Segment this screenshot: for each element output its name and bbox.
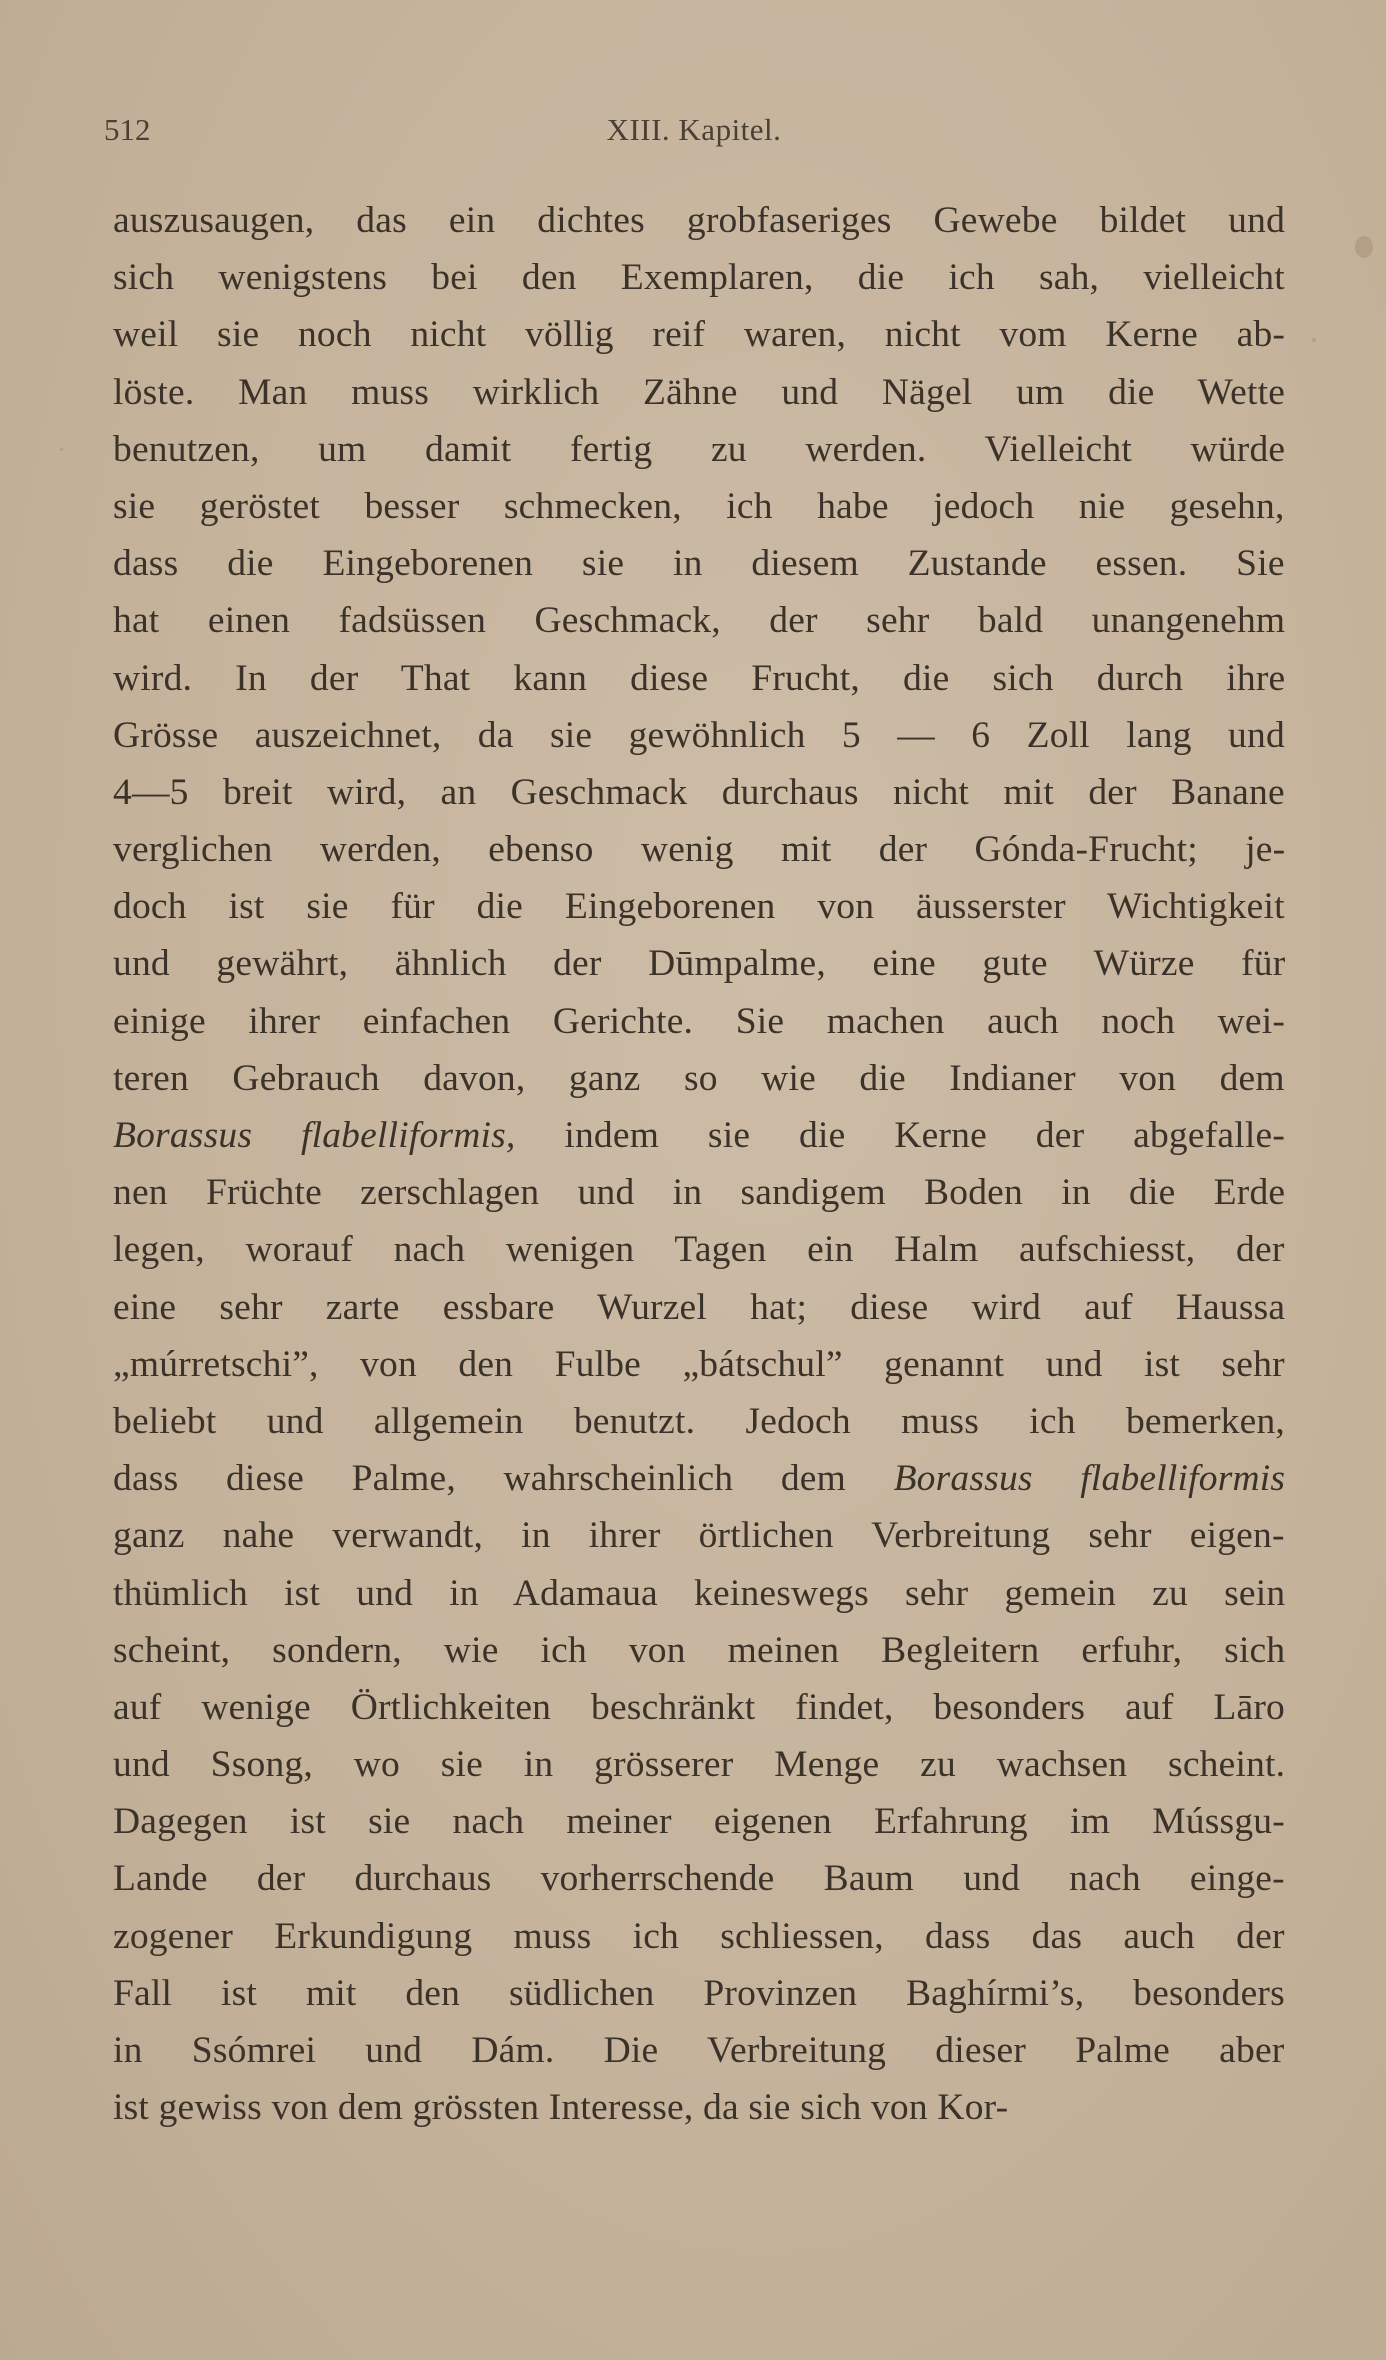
text-line: auf wenige Örtlichkeiten beschränkt findet, besonders auf Lāro bbox=[113, 1686, 1285, 1728]
text-line: dass die Eingeborenen sie in diesem Zustande essen. Sie bbox=[113, 543, 1285, 585]
body-text bbox=[113, 192, 1285, 2136]
text-line: beliebt und allgemein benutzt. Jedoch muss ich bemerken, bbox=[113, 1400, 1285, 1442]
text-line: und gewährt, ähnlich der Dūmpalme, eine gute Würze für bbox=[113, 943, 1286, 985]
text-line: auszusaugen, das ein dichtes grobfaseriges Gewebe bildet und bbox=[113, 200, 1286, 241]
chapter-title: XIII. Kapitel. bbox=[606, 112, 782, 147]
text-line: dass diese Palme, wahrscheinlich dem Borassus flabelliformis bbox=[113, 1458, 1286, 1500]
text-line: einige ihrer einfachen Gerichte. Sie machen auch noch wei- bbox=[113, 1000, 1286, 1042]
species-name: Borassus flabelliformis bbox=[893, 1458, 1286, 1500]
text-line: wird. In der That kann diese Frucht, die sich durch ihre bbox=[113, 657, 1286, 699]
text-line: hat einen fadsüssen Geschmack, der sehr bald unangenehm bbox=[113, 600, 1286, 642]
text-line: weil sie noch nicht völlig reif waren, nicht vom Kerne ab- bbox=[113, 314, 1286, 356]
paper-stain bbox=[1355, 236, 1373, 258]
text-line: sie geröstet besser schmecken, ich habe jedoch nie gesehn, bbox=[113, 485, 1285, 527]
text-line: scheint, sondern, wie ich von meinen Begleitern erfuhr, sich bbox=[113, 1629, 1286, 1671]
text-line: Grösse auszeichnet, da sie gewöhnlich 5 — 6 Zoll lang und bbox=[113, 714, 1285, 756]
text-line: Dagegen ist sie nach meiner eigenen Erfahrung im Mússgu- bbox=[113, 1801, 1285, 1843]
page-header bbox=[104, 112, 1284, 152]
text-line: eine sehr zarte essbare Wurzel hat; diese wird auf Haussa bbox=[113, 1286, 1286, 1328]
text-line: ganz nahe verwandt, in ihrer örtlichen Verbreitung sehr eigen- bbox=[113, 1515, 1285, 1557]
text-line: Borassus flabelliformis, indem sie die Kerne der abgefalle- bbox=[113, 1115, 1286, 1156]
text-line: teren Gebrauch davon, ganz so wie die Indianer von dem bbox=[113, 1057, 1285, 1099]
text-line: verglichen werden, ebenso wenig mit der Gónda-Frucht; je- bbox=[113, 829, 1286, 871]
text-line: legen, worauf nach wenigen Tagen ein Halm aufschiesst, der bbox=[113, 1229, 1285, 1271]
text-line: ist gewiss von dem grössten Interesse, da sie sich von Kor- bbox=[113, 2087, 1009, 2129]
text-line: Lande der durchaus vorherrschende Baum und nach einge- bbox=[113, 1858, 1285, 1900]
text-line: in Ssómrei und Dám. Die Verbreitung dieser Palme aber bbox=[113, 2030, 1285, 2071]
text-line: sich wenigstens bei den Exemplaren, die ich sah, vielleicht bbox=[113, 257, 1285, 299]
paper-speck bbox=[1312, 338, 1316, 342]
text-line: löste. Man muss wirklich Zähne und Nägel um die Wette bbox=[113, 371, 1286, 413]
text-line: nen Früchte zerschlagen und in sandigem Boden in die Erde bbox=[113, 1172, 1286, 1214]
text-line: thümlich ist und in Adamaua keineswegs sehr gemein zu sein bbox=[113, 1572, 1286, 1614]
text-line: und Ssong, wo sie in grösserer Menge zu wachsen scheint. bbox=[113, 1744, 1286, 1786]
text-line: Fall ist mit den südlichen Provinzen Baghírmi’s, besonders bbox=[113, 1972, 1285, 2014]
text-line: „múrretschi”, von den Fulbe „bátschul” genannt und ist sehr bbox=[113, 1343, 1285, 1385]
page-number: 512 bbox=[104, 112, 151, 147]
text-line: 4—5 breit wird, an Geschmack durchaus nicht mit der Banane bbox=[113, 771, 1285, 813]
text-line: doch ist sie für die Eingeborenen von äusserster Wichtigkeit bbox=[113, 886, 1285, 928]
paper-speck bbox=[60, 448, 63, 451]
species-name: Borassus flabelliformis, bbox=[113, 1115, 516, 1156]
text-line: benutzen, um damit fertig zu werden. Vielleicht würde bbox=[113, 428, 1286, 470]
text-line: zogener Erkundigung muss ich schliessen, dass das auch der bbox=[113, 1915, 1285, 1957]
